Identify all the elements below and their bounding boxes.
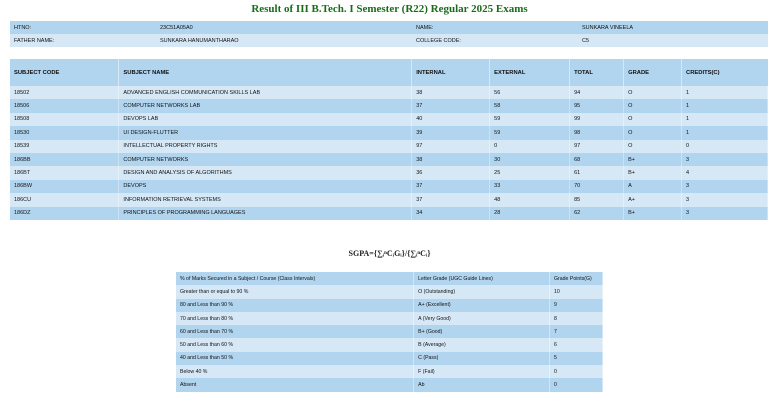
- cell-external: 59: [490, 126, 570, 139]
- grade-scale-row: [176, 285, 603, 298]
- cell-internal: 38: [412, 86, 490, 99]
- cell-internal: 37: [412, 180, 490, 193]
- college-code-label: COLLEGE CODE:: [412, 34, 578, 47]
- cell-points: 7: [550, 325, 603, 338]
- cell-external: 48: [490, 193, 570, 206]
- cell-letter: A (Very Good): [414, 312, 550, 325]
- header-subject-code: SUBJECT CODE: [10, 59, 119, 86]
- cell-name: INFORMATION RETRIEVAL SYSTEMS: [119, 193, 412, 206]
- marks-table: [10, 59, 768, 220]
- header-letter-grade: Letter Grade (UGC Guide Lines): [414, 272, 550, 285]
- cell-letter: O (Outstanding): [414, 285, 550, 298]
- grade-scale-table: [176, 272, 603, 392]
- cell-code: 18502: [10, 86, 119, 99]
- student-info-row: [10, 34, 768, 47]
- cell-points: 10: [550, 285, 603, 298]
- grade-scale-row: [176, 378, 603, 391]
- cell-points: 6: [550, 338, 603, 351]
- cell-credits: 3: [682, 193, 768, 206]
- header-total: TOTAL: [570, 59, 624, 86]
- cell-code: 186BW: [10, 180, 119, 193]
- grade-scale-header-row: [176, 272, 603, 285]
- cell-grade: O: [624, 113, 682, 126]
- sgpa-formula: SGPA={∑ᵢⁿCᵢGᵢ}/{∑ᵢⁿCᵢ}: [348, 249, 431, 258]
- cell-points: 0: [550, 365, 603, 378]
- cell-total: 95: [570, 99, 624, 112]
- cell-credits: 1: [682, 99, 768, 112]
- cell-points: 9: [550, 299, 603, 312]
- htno-value: 23C51A05A0: [156, 21, 412, 34]
- cell-range: 70 and Less than 80 %: [176, 312, 414, 325]
- cell-code: 18530: [10, 126, 119, 139]
- cell-internal: 39: [412, 126, 490, 139]
- father-name-value: SUNKARA HANUMANTHARAO: [156, 34, 412, 47]
- header-grade: GRADE: [624, 59, 682, 86]
- cell-points: 0: [550, 378, 603, 391]
- table-row: [10, 86, 768, 99]
- grade-scale-row: [176, 312, 603, 325]
- cell-name: UI DESIGN-FLUTTER: [119, 126, 412, 139]
- htno-label: HTNO:: [10, 21, 156, 34]
- grade-scale-row: [176, 299, 603, 312]
- cell-credits: 3: [682, 180, 768, 193]
- cell-credits: 1: [682, 126, 768, 139]
- cell-name: DEVOPS LAB: [119, 113, 412, 126]
- cell-name: COMPUTER NETWORKS: [119, 153, 412, 166]
- header-subject-name: SUBJECT NAME: [119, 59, 412, 86]
- cell-name: INTELLECTUAL PROPERTY RIGHTS: [119, 140, 412, 153]
- cell-code: 186BB: [10, 153, 119, 166]
- cell-grade: B+: [624, 207, 682, 220]
- grade-scale-row: [176, 325, 603, 338]
- cell-points: 5: [550, 352, 603, 365]
- cell-grade: A: [624, 180, 682, 193]
- cell-external: 58: [490, 99, 570, 112]
- table-row: [10, 180, 768, 193]
- cell-code: 186BT: [10, 166, 119, 179]
- header-marks-range: % of Marks Secured in a Subject / Course (Class Intervals): [176, 272, 414, 285]
- cell-code: 18506: [10, 99, 119, 112]
- cell-range: 40 and Less than 50 %: [176, 352, 414, 365]
- cell-range: 50 and Less than 60 %: [176, 338, 414, 351]
- grade-scale-row: [176, 338, 603, 351]
- table-row: [10, 140, 768, 153]
- grade-scale-row: [176, 352, 603, 365]
- cell-code: 18539: [10, 140, 119, 153]
- cell-range: 80 and Less than 90 %: [176, 299, 414, 312]
- father-name-label: FATHER NAME:: [10, 34, 156, 47]
- cell-total: 98: [570, 126, 624, 139]
- cell-name: ADVANCED ENGLISH COMMUNICATION SKILLS LAB: [119, 86, 412, 99]
- cell-letter: F (Fail): [414, 365, 550, 378]
- cell-internal: 97: [412, 140, 490, 153]
- cell-grade: O: [624, 99, 682, 112]
- cell-letter: Ab: [414, 378, 550, 391]
- cell-range: Below 40 %: [176, 365, 414, 378]
- cell-external: 59: [490, 113, 570, 126]
- cell-external: 56: [490, 86, 570, 99]
- cell-external: 30: [490, 153, 570, 166]
- cell-credits: 1: [682, 113, 768, 126]
- name-label: NAME:: [412, 21, 578, 34]
- cell-credits: 1: [682, 86, 768, 99]
- header-external: EXTERNAL: [490, 59, 570, 86]
- cell-range: Absent: [176, 378, 414, 391]
- cell-grade: A+: [624, 193, 682, 206]
- cell-points: 8: [550, 312, 603, 325]
- table-row: [10, 166, 768, 179]
- cell-grade: O: [624, 86, 682, 99]
- cell-letter: B+ (Good): [414, 325, 550, 338]
- cell-internal: 40: [412, 113, 490, 126]
- cell-credits: 3: [682, 207, 768, 220]
- college-code-value: C5: [578, 34, 768, 47]
- cell-range: Greater than or equal to 90 %: [176, 285, 414, 298]
- cell-name: COMPUTER NETWORKS LAB: [119, 99, 412, 112]
- cell-grade: B+: [624, 153, 682, 166]
- cell-total: 97: [570, 140, 624, 153]
- cell-internal: 36: [412, 166, 490, 179]
- cell-credits: 4: [682, 166, 768, 179]
- cell-code: 186CU: [10, 193, 119, 206]
- cell-external: 25: [490, 166, 570, 179]
- table-row: [10, 126, 768, 139]
- cell-credits: 3: [682, 153, 768, 166]
- grade-scale-row: [176, 365, 603, 378]
- cell-total: 62: [570, 207, 624, 220]
- table-row: [10, 99, 768, 112]
- cell-letter: C (Pass): [414, 352, 550, 365]
- cell-credits: 0: [682, 140, 768, 153]
- cell-grade: O: [624, 126, 682, 139]
- cell-total: 61: [570, 166, 624, 179]
- cell-name: PRINCIPLES OF PROGRAMMING LANGUAGES: [119, 207, 412, 220]
- cell-external: 28: [490, 207, 570, 220]
- cell-external: 33: [490, 180, 570, 193]
- cell-code: 186DZ: [10, 207, 119, 220]
- cell-name: DEVOPS: [119, 180, 412, 193]
- header-internal: INTERNAL: [412, 59, 490, 86]
- header-credits: CREDITS(C): [682, 59, 768, 86]
- cell-total: 85: [570, 193, 624, 206]
- cell-range: 60 and Less than 70 %: [176, 325, 414, 338]
- cell-total: 99: [570, 113, 624, 126]
- table-row: [10, 193, 768, 206]
- table-row: [10, 113, 768, 126]
- table-row: [10, 153, 768, 166]
- cell-name: DESIGN AND ANALYSIS OF ALGORITHMS: [119, 166, 412, 179]
- cell-letter: B (Average): [414, 338, 550, 351]
- cell-internal: 37: [412, 193, 490, 206]
- cell-total: 70: [570, 180, 624, 193]
- cell-external: 0: [490, 140, 570, 153]
- cell-internal: 37: [412, 99, 490, 112]
- cell-code: 18508: [10, 113, 119, 126]
- cell-total: 94: [570, 86, 624, 99]
- table-row: [10, 207, 768, 220]
- cell-grade: B+: [624, 166, 682, 179]
- cell-internal: 38: [412, 153, 490, 166]
- cell-total: 68: [570, 153, 624, 166]
- marks-header-row: [10, 59, 768, 86]
- student-info-row: [10, 21, 768, 34]
- cell-grade: O: [624, 140, 682, 153]
- cell-letter: A+ (Excellent): [414, 299, 550, 312]
- student-info-table: [10, 21, 768, 47]
- header-grade-points: Grade Points(G): [550, 272, 603, 285]
- name-value: SUNKARA VINEELA: [578, 21, 768, 34]
- page-title: Result of III B.Tech. I Semester (R22) Regular 2025 Exams: [251, 3, 528, 15]
- cell-internal: 34: [412, 207, 490, 220]
